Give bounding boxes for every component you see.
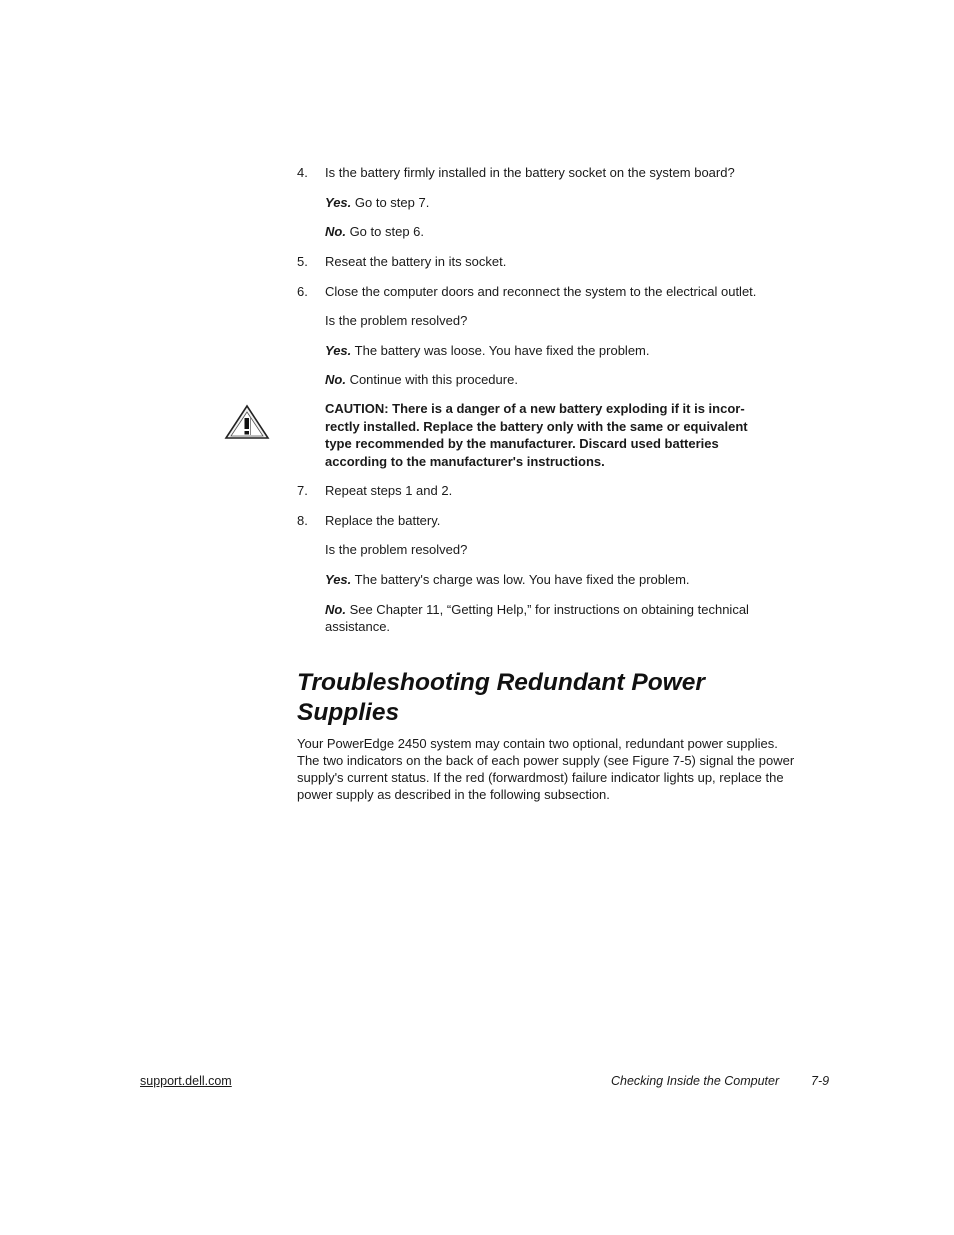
footer-chapter-title: Checking Inside the Computer: [611, 1074, 780, 1088]
yes-text: The battery's charge was low. You have fixed the problem.: [351, 572, 690, 587]
paragraph-line: power supply as described in the following subsection.: [297, 787, 610, 802]
caution-line: rectly installed. Replace the battery only with the same or equivalent: [325, 418, 748, 434]
no-answer: [325, 371, 518, 388]
yes-answer: [325, 194, 429, 211]
step-number: 4.: [297, 165, 308, 180]
no-text: Continue with this procedure.: [345, 372, 518, 387]
page-number: 7-9: [811, 1074, 830, 1088]
step-text: Replace the battery.: [325, 513, 441, 528]
yes-label: Yes.: [325, 195, 352, 210]
step-text: Repeat steps 1 and 2.: [325, 483, 453, 498]
paragraph-line: supply's current status. If the red (forwardmost) failure indicator lights up, replace the: [297, 770, 784, 785]
yes-answer: [325, 342, 650, 359]
paragraph-line: Your PowerEdge 2450 system may contain two optional, redundant power supplies.: [297, 736, 778, 751]
paragraph-line: The two indicators on the back of each power supply (see Figure 7-5) signal the power: [297, 753, 795, 768]
step-number: 7.: [297, 483, 308, 498]
question-text: Is the problem resolved?: [325, 542, 468, 557]
caution-line: according to the manufacturer's instructions.: [325, 453, 605, 469]
no-label: No.: [325, 602, 346, 617]
no-label: No.: [325, 372, 346, 387]
yes-answer: [325, 571, 690, 588]
no-answer: [325, 601, 749, 618]
question-text: Is the problem resolved?: [325, 313, 468, 328]
no-answer: [325, 223, 424, 240]
step-number: 5.: [297, 254, 308, 269]
step-text: Is the battery firmly installed in the battery socket on the system board?: [325, 165, 735, 180]
caution-notice: [325, 400, 825, 470]
step-number: 6.: [297, 284, 308, 299]
heading-line: Supplies: [297, 699, 400, 726]
caution-line: CAUTION: There is a danger of a new battery exploding if it is incor-: [325, 401, 745, 416]
no-text-continued: assistance.: [325, 619, 391, 634]
section-heading: [297, 668, 705, 728]
yes-text: Go to step 7.: [351, 195, 430, 210]
footer-link[interactable]: support.dell.com: [140, 1074, 232, 1088]
step-text: Reseat the battery in its socket.: [325, 254, 507, 269]
caution-line: type recommended by the manufacturer. Discard used batteries: [325, 436, 719, 451]
step-number: 8.: [297, 513, 308, 528]
yes-text: The battery was loose. You have fixed the problem.: [351, 343, 650, 358]
section-paragraph: [297, 735, 794, 803]
yes-label: Yes.: [325, 572, 352, 587]
no-label: No.: [325, 224, 346, 239]
step-text: Close the computer doors and reconnect the system to the electrical outlet.: [325, 284, 757, 299]
yes-label: Yes.: [325, 343, 352, 358]
no-text: Go to step 6.: [345, 224, 424, 239]
heading-line: Troubleshooting Redundant Power: [297, 669, 705, 696]
warning-triangle-icon: [224, 404, 270, 440]
no-text: See Chapter 11, “Getting Help,” for instructions on obtaining technical: [345, 602, 749, 617]
